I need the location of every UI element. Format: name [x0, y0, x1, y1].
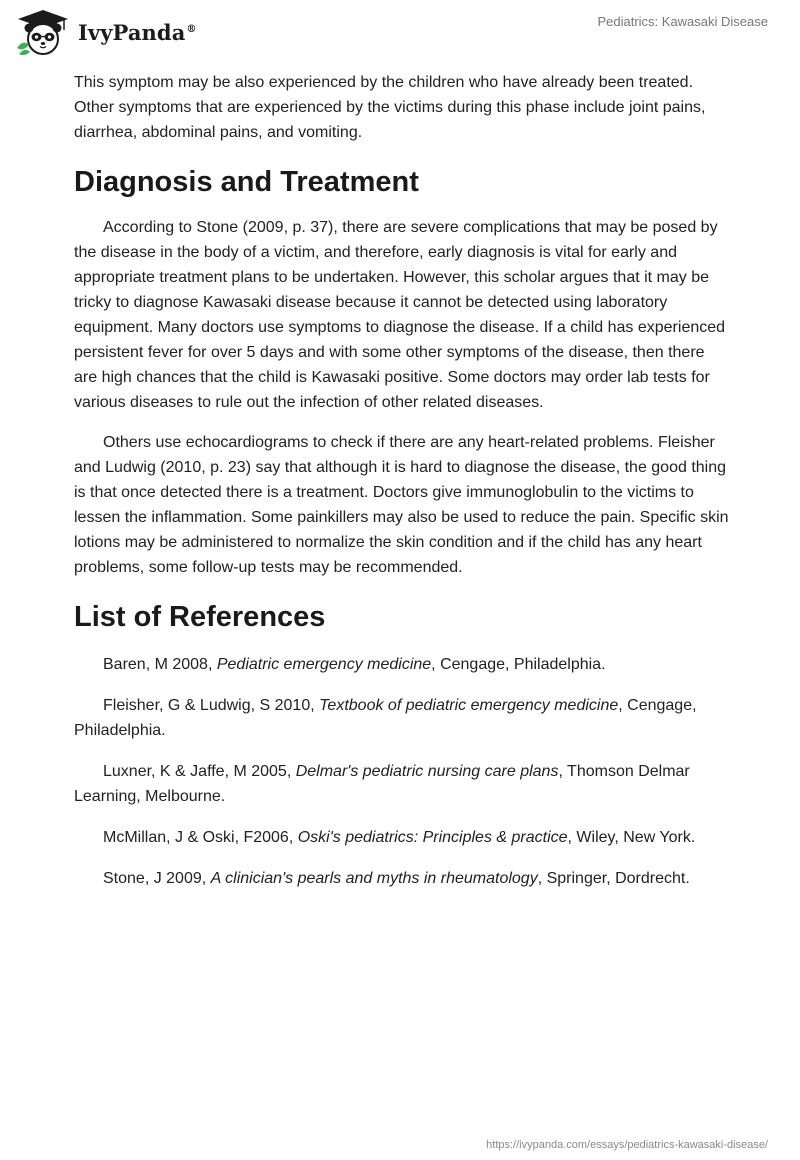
source-url-link[interactable]: https://ivypanda.com/essays/pediatrics-kawasaki-disease/: [486, 1139, 768, 1151]
ivypanda-logo[interactable]: [14, 8, 197, 56]
section-heading-references: List of References: [74, 601, 326, 633]
running-title: Pediatrics: Kawasaki Disease: [597, 14, 768, 29]
reference-item: Fleisher, G & Ludwig, S 2010, Textbook of pediatric emergency medicine, Cengage, Philadelphia.: [74, 697, 697, 739]
intro-paragraph: This symptom may be also experienced by the children who have already been treated. Other symptoms that are experienced by the victims during this phase include joint pains, diarrhea, abdominal pains, and vomiting.: [74, 74, 706, 141]
diagnosis-paragraph-1: According to Stone (2009, p. 37), there are severe complications that may be posed by the disease in the body of a victim, and therefore, early diagnosis is vital for early and appropriate treatment plans to be undertaken. However, this scholar argues that it may be tricky to diagnose Kawasaki disease because it cannot be detected using laboratory equipment. Many doctors use symptoms to diagnose the disease. If a child has experienced persistent fever for over 5 days and with some other symptoms of the disease, then there are high chances that the child is Kawasaki positive. Some doctors may order lab tests for various diseases to rule out the infection of other related diseases.: [74, 219, 726, 411]
reference-item: Luxner, K & Jaffe, M 2005, Delmar's pediatric nursing care plans, Thomson Delmar Learning, Melbourne.: [74, 763, 690, 805]
essay-content: [74, 70, 730, 907]
reference-item: Stone, J 2009, A clinician's pearls and myths in rheumatology, Springer, Dordrecht.: [103, 870, 690, 887]
brand-name: IvyPanda®: [78, 19, 197, 45]
panda-mascot-icon: [14, 8, 72, 56]
reference-item: Baren, M 2008, Pediatric emergency medicine, Cengage, Philadelphia.: [103, 656, 606, 673]
reference-item: McMillan, J & Oski, F2006, Oski's pediatrics: Principles & practice, Wiley, New York.: [103, 829, 696, 846]
diagnosis-paragraph-2: Others use echocardiograms to check if there are any heart-related problems. Fleisher and Ludwig (2010, p. 23) say that although it is hard to diagnose the disease, the good thing is that once detected there is a treatment. Doctors give immunoglobulin to the victims to lessen the inflammation. Some painkillers may also be used to reduce the pain. Specific skin lotions may be administered to normalize the skin condition and if the child has any heart problems, some follow-up tests may be recommended.: [74, 434, 729, 576]
section-heading-diagnosis: Diagnosis and Treatment: [74, 166, 419, 198]
page-header: [0, 0, 800, 64]
